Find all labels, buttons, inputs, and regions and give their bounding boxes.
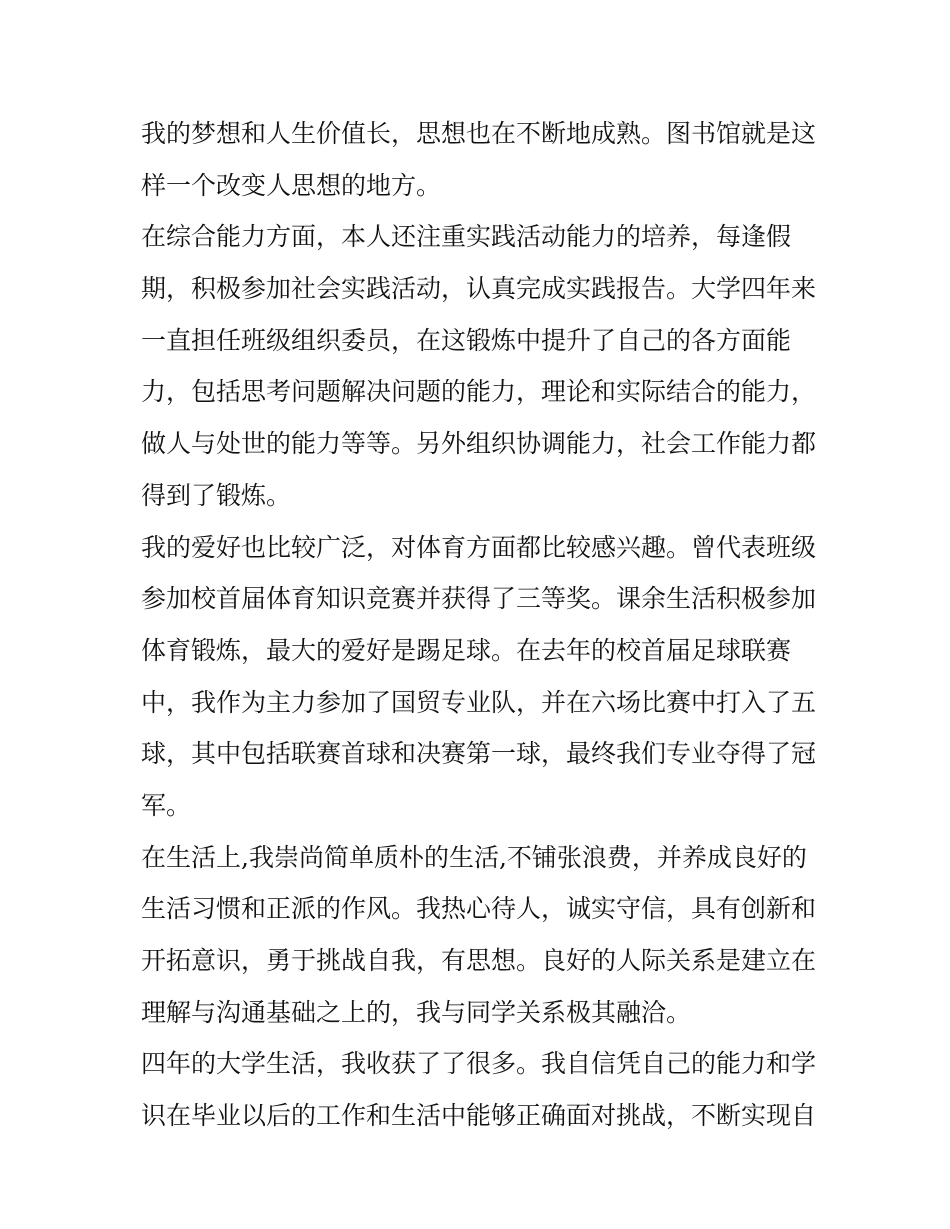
text-line: 样一个改变人思想的地方。	[141, 170, 442, 200]
text-line: 理解与沟通基础之上的，我与同学关系极其融洽。	[141, 997, 692, 1027]
body-text	[141, 108, 831, 1142]
text-line: 参加校首届体育知识竞赛并获得了三等奖。课余生活积极参加	[141, 584, 817, 614]
text-line: 四年的大学生活，我收获了了很多。我自信凭自己的能力和学	[141, 1049, 817, 1079]
text-line: 做人与处世的能力等等。另外组织协调能力，社会工作能力都	[141, 429, 817, 459]
text-line: 中，我作为主力参加了国贸专业队，并在六场比赛中打入了五	[141, 687, 817, 717]
text-line: 生活习惯和正派的作风。我热心待人，诚实守信，具有创新和	[141, 894, 817, 924]
text-line: 我的爱好也比较广泛，对体育方面都比较感兴趣。曾代表班级	[141, 532, 817, 562]
text-line: 体育锻炼，最大的爱好是踢足球。在去年的校首届足球联赛	[141, 635, 792, 665]
text-line: 期，积极参加社会实践活动，认真完成实践报告。大学四年来	[141, 274, 817, 304]
text-line: 力，包括思考问题解决问题的能力，理论和实际结合的能力，	[141, 377, 817, 407]
text-line: 在综合能力方面，本人还注重实践活动能力的培养，每逢假	[141, 222, 792, 252]
text-line: 一直担任班级组织委员，在这锻炼中提升了自己的各方面能	[141, 325, 792, 355]
text-line: 我的梦想和人生价值长，思想也在不断地成熟。图书馆就是这	[141, 119, 817, 148]
text-line: 在生活上,我崇尚简单质朴的生活,不铺张浪费，并养成良好的	[141, 842, 807, 872]
text-line: 开拓意识，勇于挑战自我，有思想。良好的人际关系是建立在	[141, 946, 817, 975]
text-line: 得到了锻炼。	[141, 480, 292, 510]
text-line: 军。	[141, 790, 192, 820]
text-line: 球，其中包括联赛首球和决赛第一球，最终我们专业夺得了冠	[141, 739, 817, 769]
text-line: 识在毕业以后的工作和生活中能够正确面对挑战，不断实现自	[141, 1101, 817, 1131]
